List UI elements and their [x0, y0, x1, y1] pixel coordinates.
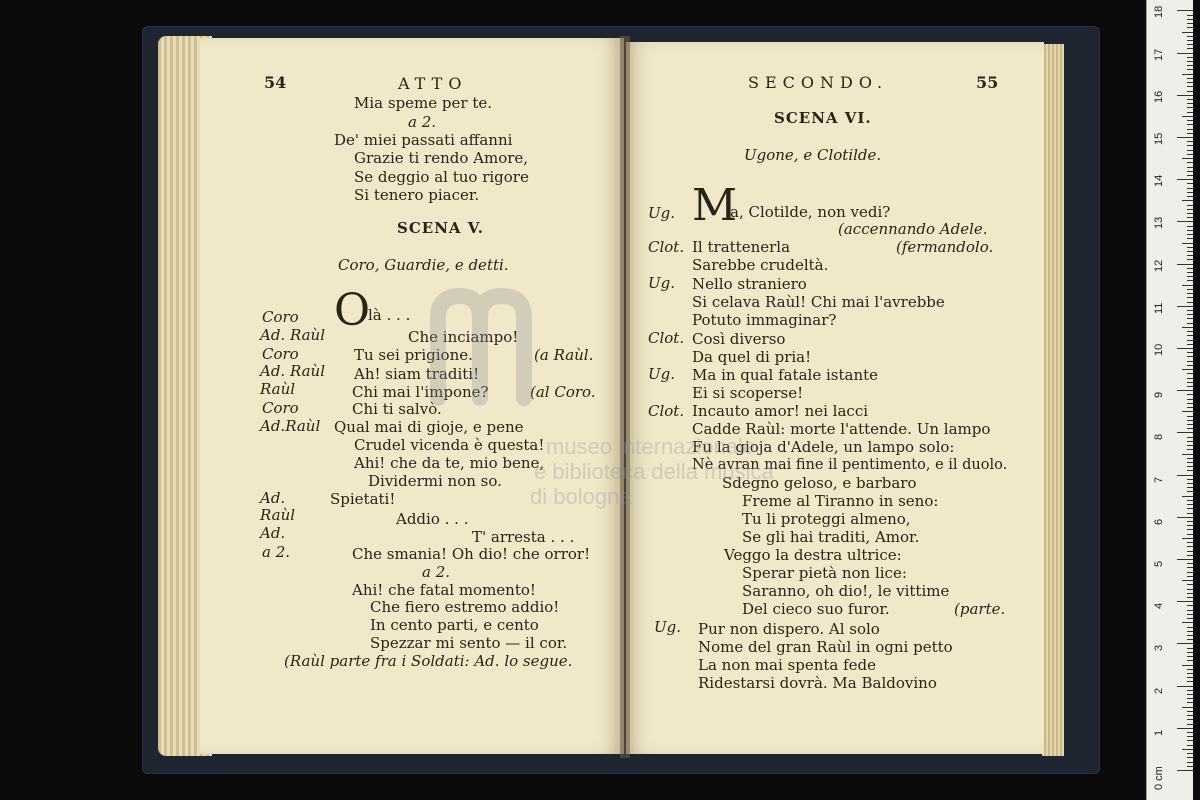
voice-label: a 2.	[408, 113, 437, 131]
ruler-tick	[1182, 369, 1193, 370]
ruler-tick	[1187, 483, 1193, 484]
ruler-tick	[1177, 686, 1193, 687]
ruler-tick	[1187, 428, 1193, 429]
ruler-tick	[1187, 635, 1193, 636]
ruler-tick	[1187, 762, 1193, 763]
ruler-tick	[1177, 601, 1193, 602]
ruler-tick	[1187, 745, 1193, 746]
ruler-tick	[1177, 95, 1193, 96]
ruler-label: 3	[1153, 645, 1165, 652]
ruler-tick	[1187, 154, 1193, 155]
ruler-tick	[1177, 179, 1193, 180]
ruler-tick	[1187, 546, 1193, 547]
ruler-tick	[1187, 196, 1193, 197]
ruler-tick	[1187, 86, 1193, 87]
ruler-tick	[1177, 53, 1193, 54]
ruler-unit-label: 0 cm	[1153, 766, 1165, 790]
ruler-tick	[1187, 681, 1193, 682]
ruler-tick	[1187, 757, 1193, 758]
ruler-tick	[1182, 158, 1193, 159]
stage-direction: (accennando Adele.	[838, 220, 988, 238]
ruler-tick	[1187, 107, 1193, 108]
ruler-tick	[1187, 297, 1193, 298]
museum-logo-watermark	[420, 278, 540, 418]
verse-line: Sdegno geloso, e barbaro	[722, 474, 917, 492]
ruler-tick	[1177, 770, 1193, 771]
verse-line: Cadde Raùl: morte l'attende. Un lampo	[692, 420, 991, 438]
ruler-tick	[1187, 394, 1193, 395]
ruler-tick	[1177, 390, 1193, 391]
watermark-line: museo internazionale	[546, 434, 756, 459]
ruler-tick	[1187, 462, 1193, 463]
ruler-tick	[1187, 162, 1193, 163]
verse-line: Ridestarsi dovrà. Ma Baldovino	[698, 674, 937, 692]
verse-line: Ma in qual fatale istante	[692, 366, 879, 384]
ruler-tick	[1187, 500, 1193, 501]
verse-line: Del cieco suo furor.	[742, 600, 890, 618]
ruler-tick	[1182, 707, 1193, 708]
ruler-tick	[1182, 327, 1193, 328]
ruler-tick	[1187, 555, 1193, 556]
verse-line: T' arresta . . .	[472, 528, 575, 546]
verse-line: Che fiero estremo addio!	[370, 598, 560, 616]
speaker-label: Ad. Raùl	[260, 362, 326, 380]
ruler-tick	[1187, 141, 1193, 142]
verse-line: Grazie ti rendo Amore,	[354, 149, 529, 167]
ruler-tick	[1187, 247, 1193, 248]
ruler-tick	[1177, 264, 1193, 265]
speaker-label: Ad.Raùl	[260, 417, 321, 435]
verse-line: Pur non dispero. Al solo	[698, 620, 880, 638]
ruler-tick	[1177, 137, 1193, 138]
ruler-tick	[1187, 508, 1193, 509]
verse-line: Nè avran mai fine il pentimento, e il duolo.	[692, 457, 1008, 473]
ruler-tick	[1187, 175, 1193, 176]
stage-direction: (al Coro.	[530, 383, 596, 401]
ruler-tick	[1187, 504, 1193, 505]
ruler-label: 15	[1153, 132, 1165, 145]
ruler-tick	[1187, 192, 1193, 193]
ruler-tick	[1187, 420, 1193, 421]
speaker-label: Ug.	[654, 618, 682, 636]
verse-line: Che smania! Oh dio! che orror!	[352, 545, 591, 563]
ruler-tick	[1182, 749, 1193, 750]
ruler-tick	[1187, 103, 1193, 104]
verse-line: Ah! siam traditi!	[354, 365, 480, 383]
ruler-tick	[1187, 259, 1193, 260]
ruler-label: 17	[1153, 48, 1165, 61]
ruler-tick	[1187, 525, 1193, 526]
ruler-tick	[1187, 112, 1193, 113]
ruler-label: 6	[1153, 518, 1165, 525]
ruler-tick	[1187, 593, 1193, 594]
ruler-tick	[1187, 145, 1193, 146]
ruler-label: 11	[1153, 302, 1165, 314]
ruler-tick	[1187, 567, 1193, 568]
ruler-label: 18	[1153, 6, 1165, 19]
verse-line: Da quel di pria!	[692, 348, 812, 366]
ruler-tick	[1187, 302, 1193, 303]
ruler-tick	[1187, 120, 1193, 121]
ruler-tick	[1177, 10, 1193, 11]
ruler-label: 4	[1153, 603, 1165, 610]
ruler-tick	[1187, 403, 1193, 404]
ruler-label: 8	[1153, 434, 1165, 441]
ruler-tick	[1177, 475, 1193, 476]
ruler-tick	[1187, 407, 1193, 408]
ruler-tick	[1187, 542, 1193, 543]
verse-line: Se gli hai traditi, Amor.	[742, 528, 920, 546]
ruler-tick	[1187, 656, 1193, 657]
verse-line: Tu sei prigione.	[354, 346, 473, 364]
speaker-label: Ug.	[648, 365, 676, 383]
verse-line: Ahi! che da te, mio bene,	[354, 454, 545, 472]
page-number: 55	[976, 73, 999, 92]
ruler-tick	[1187, 740, 1193, 741]
speaker-label: Clot.	[648, 329, 685, 347]
ruler-tick	[1177, 517, 1193, 518]
ruler-tick	[1187, 335, 1193, 336]
ruler-tick	[1187, 702, 1193, 703]
ruler-tick	[1187, 188, 1193, 189]
ruler-tick	[1187, 441, 1193, 442]
stage-direction: Coro, Guardie, e detti.	[338, 256, 509, 274]
stage-direction: (parte.	[954, 600, 1006, 618]
ruler-label: 12	[1153, 259, 1165, 272]
ruler-tick	[1187, 48, 1193, 49]
watermark-line: di bologna	[530, 484, 632, 509]
ruler-tick	[1187, 660, 1193, 661]
verse-line: Chi mai l'impone?	[352, 383, 489, 401]
speaker-label: Clot.	[648, 238, 685, 256]
ruler-tick	[1187, 289, 1193, 290]
running-head: ATTO	[398, 74, 468, 93]
ruler-tick	[1177, 432, 1193, 433]
speaker-label: Ug.	[648, 274, 676, 292]
ruler-tick	[1187, 589, 1193, 590]
ruler-tick	[1187, 466, 1193, 467]
speaker-label: Ad. Raùl	[260, 326, 326, 344]
ruler-tick	[1187, 255, 1193, 256]
speaker-label: Coro	[262, 399, 299, 417]
ruler-tick	[1187, 766, 1193, 767]
ruler-tick	[1187, 513, 1193, 514]
stage-direction: Ugone, e Clotilde.	[744, 146, 882, 164]
ruler-tick	[1187, 238, 1193, 239]
ruler-tick	[1187, 605, 1193, 606]
ruler-tick	[1187, 572, 1193, 573]
ruler-tick	[1187, 373, 1193, 374]
verse-line: Spezzar mi sento — il cor.	[370, 634, 568, 652]
ruler-tick	[1177, 306, 1193, 307]
ruler-tick	[1187, 732, 1193, 733]
ruler-tick	[1187, 597, 1193, 598]
ruler-tick	[1187, 213, 1193, 214]
ruler-tick	[1187, 340, 1193, 341]
speaker-label: Clot.	[648, 402, 685, 420]
left-page	[200, 38, 624, 754]
ruler-tick	[1187, 44, 1193, 45]
speaker-label: Raùl	[260, 380, 296, 398]
ruler-tick	[1177, 348, 1193, 349]
ruler-tick	[1187, 551, 1193, 552]
ruler-tick	[1182, 243, 1193, 244]
ruler-tick	[1187, 677, 1193, 678]
ruler-tick	[1187, 715, 1193, 716]
ruler-tick	[1187, 610, 1193, 611]
ruler-tick	[1187, 698, 1193, 699]
ruler-tick	[1187, 15, 1193, 16]
verse-line: Nome del gran Raùl in ogni petto	[698, 638, 953, 656]
ruler-tick	[1187, 673, 1193, 674]
ruler-tick	[1187, 27, 1193, 28]
ruler-label: 2	[1153, 687, 1165, 694]
initial-letter: M	[692, 180, 738, 231]
verse-line: Crudel vicenda è questa!	[354, 436, 545, 454]
ruler-label: 9	[1153, 392, 1165, 399]
ruler-tick	[1187, 382, 1193, 383]
ruler-tick	[1187, 310, 1193, 311]
ruler-tick	[1187, 399, 1193, 400]
ruler-tick	[1187, 576, 1193, 577]
speaker-label: Ug.	[648, 204, 676, 222]
verse-line: Addio . . .	[396, 510, 469, 528]
ruler-tick	[1187, 69, 1193, 70]
ruler-tick	[1187, 82, 1193, 83]
verse-line: Spietati!	[330, 490, 396, 508]
ruler-tick	[1187, 424, 1193, 425]
verse-line: Nello straniero	[692, 275, 807, 293]
verse-line: Veggo la destra ultrice:	[724, 546, 902, 564]
ruler-label: 1	[1153, 729, 1165, 736]
ruler-tick	[1187, 318, 1193, 319]
running-head: SECONDO.	[748, 73, 889, 92]
page-edges-right	[1042, 44, 1064, 756]
ruler-label: 7	[1153, 476, 1165, 483]
voice-label: a 2.	[262, 543, 291, 561]
ruler-tick	[1187, 40, 1193, 41]
ruler-tick	[1187, 365, 1193, 366]
scene-heading: SCENA V.	[397, 219, 485, 237]
ruler-tick	[1187, 690, 1193, 691]
verse-line: Fu la gioja d'Adele, un lampo solo:	[692, 438, 955, 456]
ruler-tick	[1187, 323, 1193, 324]
verse-line: Se deggio al tuo rigore	[354, 168, 529, 186]
ruler-tick	[1187, 753, 1193, 754]
ruler-tick	[1187, 205, 1193, 206]
ruler-tick	[1187, 694, 1193, 695]
verse-line: Chi ti salvò.	[352, 400, 442, 418]
verse-line: Così diverso	[692, 330, 786, 348]
ruler-tick	[1187, 124, 1193, 125]
speaker-label: Coro	[262, 345, 299, 363]
ruler-label: 14	[1153, 174, 1165, 188]
ruler-tick	[1187, 386, 1193, 387]
ruler-label: 16	[1153, 90, 1165, 103]
ruler-tick	[1177, 728, 1193, 729]
verse-line: Il trattenerla	[692, 238, 791, 256]
ruler-tick	[1187, 234, 1193, 235]
ruler-tick	[1187, 529, 1193, 530]
verse-line: Qual mai di gioje, e pene	[334, 418, 524, 436]
ruler-tick	[1187, 521, 1193, 522]
ruler-tick	[1182, 665, 1193, 666]
ruler-tick	[1187, 36, 1193, 37]
ruler-tick	[1187, 167, 1193, 168]
ruler-tick	[1187, 361, 1193, 362]
verse-line: Sarebbe crudeltà.	[692, 256, 829, 274]
ruler-tick	[1187, 23, 1193, 24]
measurement-ruler	[1146, 0, 1193, 800]
verse-line: Potuto immaginar?	[692, 311, 837, 329]
ruler-tick	[1187, 331, 1193, 332]
verse-line: Freme al Tiranno in seno:	[742, 492, 939, 510]
verse-line: Mia speme per te.	[354, 94, 493, 112]
verse-line: Incauto amor! nei lacci	[692, 402, 869, 420]
ruler-tick	[1187, 563, 1193, 564]
ruler-label: 10	[1153, 343, 1165, 356]
ruler-tick	[1187, 61, 1193, 62]
ruler-tick	[1187, 534, 1193, 535]
ruler-tick	[1187, 416, 1193, 417]
ruler-tick	[1182, 496, 1193, 497]
page-number: 54	[264, 73, 287, 92]
ruler-tick	[1177, 221, 1193, 222]
verse-line: In cento parti, e cento	[370, 616, 539, 634]
verse-line: La non mai spenta fede	[698, 656, 877, 674]
verse-line: Sperar pietà non lice:	[742, 564, 907, 582]
speaker-label: Raùl	[260, 506, 296, 524]
ruler-tick	[1187, 356, 1193, 357]
ruler-tick	[1182, 74, 1193, 75]
ruler-tick	[1182, 32, 1193, 33]
ruler-tick	[1187, 251, 1193, 252]
ruler-tick	[1187, 129, 1193, 130]
ruler-tick	[1187, 584, 1193, 585]
speaker-label: Ad.	[260, 489, 286, 507]
ruler-tick	[1187, 276, 1193, 277]
ruler-tick	[1187, 479, 1193, 480]
ruler-tick	[1187, 491, 1193, 492]
stage-direction: (a Raùl.	[534, 346, 594, 364]
ruler-tick	[1187, 209, 1193, 210]
verse-line: Ahi! che fatal momento!	[352, 581, 536, 599]
verse-line: là . . .	[368, 306, 411, 324]
ruler-tick	[1187, 65, 1193, 66]
ruler-tick	[1187, 719, 1193, 720]
ruler-tick	[1187, 280, 1193, 281]
ruler-tick	[1187, 78, 1193, 79]
ruler-tick	[1187, 133, 1193, 134]
ruler-label: 13	[1153, 217, 1165, 230]
ruler-tick	[1187, 150, 1193, 151]
ruler-tick	[1187, 724, 1193, 725]
verse-line: Saranno, oh dio!, le vittime	[742, 582, 950, 600]
ruler-tick	[1187, 99, 1193, 100]
ruler-tick	[1187, 618, 1193, 619]
verse-line: Si celava Raùl! Chi mai l'avrebbe	[692, 293, 945, 311]
ruler-tick	[1187, 344, 1193, 345]
ruler-tick	[1182, 411, 1193, 412]
ruler-tick	[1187, 91, 1193, 92]
scene-heading: SCENA VI.	[774, 109, 872, 127]
stage-direction: (Raùl parte fra i Soldati: Ad. lo segue.	[284, 652, 573, 670]
ruler-tick	[1187, 352, 1193, 353]
ruler-tick	[1187, 378, 1193, 379]
ruler-tick	[1177, 643, 1193, 644]
verse-line: Si tenero piacer.	[354, 186, 480, 204]
ruler-tick	[1187, 217, 1193, 218]
ruler-tick	[1182, 580, 1193, 581]
verse-line: De' miei passati affanni	[334, 131, 513, 149]
ruler-tick	[1187, 736, 1193, 737]
ruler-tick	[1187, 470, 1193, 471]
ruler-tick	[1187, 230, 1193, 231]
ruler-tick	[1187, 314, 1193, 315]
ruler-tick	[1187, 669, 1193, 670]
ruler-tick	[1187, 487, 1193, 488]
ruler-tick	[1187, 268, 1193, 269]
ruler-tick	[1187, 437, 1193, 438]
ruler-tick	[1187, 445, 1193, 446]
ruler-tick	[1187, 614, 1193, 615]
ruler-tick	[1182, 200, 1193, 201]
ruler-tick	[1187, 631, 1193, 632]
verse-line: a, Clotilde, non vedi?	[730, 203, 891, 221]
verse-line: Dividermi non so.	[368, 472, 502, 490]
ruler-tick	[1187, 171, 1193, 172]
verse-line: Che inciampo!	[408, 328, 519, 346]
ruler-tick	[1187, 711, 1193, 712]
right-page	[626, 42, 1044, 754]
ruler-tick	[1182, 285, 1193, 286]
ruler-tick	[1187, 19, 1193, 20]
ruler-tick	[1182, 538, 1193, 539]
book-gutter	[620, 36, 630, 758]
ruler-tick	[1187, 458, 1193, 459]
speaker-label: Coro	[262, 308, 299, 326]
ruler-tick	[1182, 116, 1193, 117]
ruler-label: 5	[1153, 560, 1165, 567]
voice-label: a 2.	[422, 563, 451, 581]
verse-line: Ei si scoperse!	[692, 384, 804, 402]
ruler-tick	[1187, 449, 1193, 450]
ruler-tick	[1187, 627, 1193, 628]
ruler-tick	[1187, 226, 1193, 227]
ruler-tick	[1182, 622, 1193, 623]
initial-letter: O	[334, 285, 371, 336]
ruler-tick	[1187, 183, 1193, 184]
ruler-tick	[1177, 559, 1193, 560]
ruler-tick	[1187, 57, 1193, 58]
ruler-tick	[1187, 639, 1193, 640]
watermark-line: e biblioteca della musica	[534, 459, 774, 484]
speaker-label: Ad.	[260, 524, 286, 542]
ruler-tick	[1182, 454, 1193, 455]
ruler-tick	[1187, 648, 1193, 649]
ruler-tick	[1187, 272, 1193, 273]
ruler-tick	[1187, 293, 1193, 294]
ruler-tick	[1187, 652, 1193, 653]
stage-direction: (fermandolo.	[896, 238, 994, 256]
verse-line: Tu li proteggi almeno,	[742, 510, 911, 528]
